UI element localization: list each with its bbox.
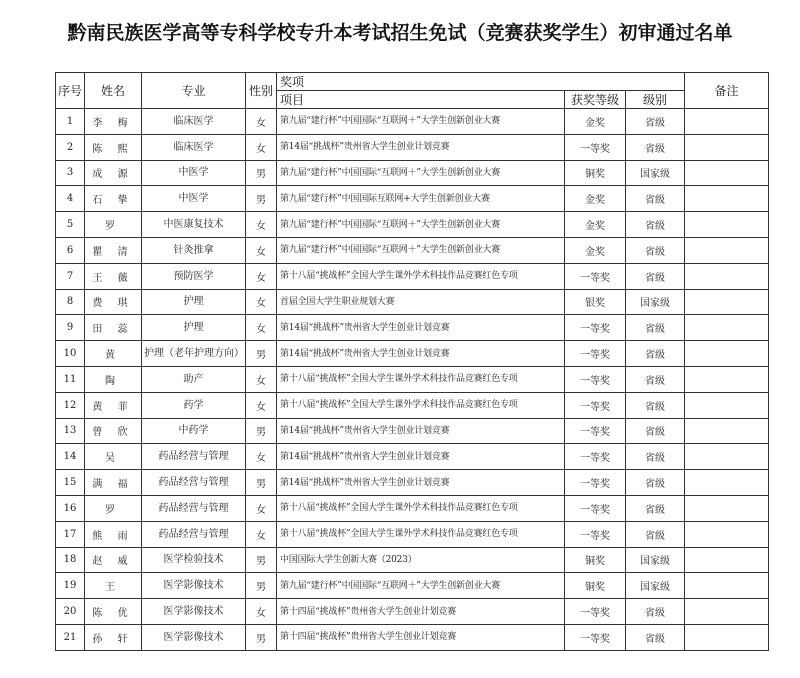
gender-cell: 女 (246, 109, 277, 135)
award-name-cell: 第九届“建行杯”中国国际互联网+大学生创新创业大赛 (277, 186, 565, 212)
remarks-cell (685, 573, 769, 599)
award-name-cell: 第十四届“挑战杯”贵州省大学生创业计划竞赛 (277, 599, 565, 625)
name-cell: 石 挚 (85, 186, 142, 212)
award-level-cell: 一等奖 (565, 418, 626, 444)
gender-cell: 男 (246, 573, 277, 599)
major-cell: 护理（老年护理方向） (142, 341, 246, 367)
remarks-cell (685, 315, 769, 341)
gender-cell: 女 (246, 521, 277, 547)
index-cell: 14 (56, 444, 85, 470)
major-cell: 药品经营与管理 (142, 521, 246, 547)
index-cell: 7 (56, 263, 85, 289)
gender-cell: 女 (246, 212, 277, 238)
rank-cell: 国家级 (626, 160, 685, 186)
award-name-cell: 第九届“建行杯”中国国际“互联网＋”大学生创新创业大赛 (277, 109, 565, 135)
index-cell: 12 (56, 392, 85, 418)
remarks-cell (685, 470, 769, 496)
award-level-cell: 一等奖 (565, 134, 626, 160)
index-cell: 5 (56, 212, 85, 238)
index-cell: 10 (56, 341, 85, 367)
major-cell: 中医学 (142, 186, 246, 212)
gender-cell: 女 (246, 134, 277, 160)
gender-cell: 女 (246, 263, 277, 289)
index-cell: 16 (56, 495, 85, 521)
table-row (56, 547, 769, 573)
award-level-cell: 一等奖 (565, 263, 626, 289)
gender-cell: 男 (246, 418, 277, 444)
remarks-cell (685, 599, 769, 625)
award-level-cell: 铜奖 (565, 160, 626, 186)
major-cell: 医学检验技术 (142, 547, 246, 573)
rank-cell: 省级 (626, 392, 685, 418)
major-cell: 护理 (142, 289, 246, 315)
gender-cell: 女 (246, 366, 277, 392)
remarks-cell (685, 392, 769, 418)
index-cell: 15 (56, 470, 85, 496)
award-name-cell: 第十八届“挑战杯”全国大学生课外学术科技作品竞赛红色专项 (277, 521, 565, 547)
award-level-cell: 一等奖 (565, 495, 626, 521)
gender-cell: 男 (246, 160, 277, 186)
gender-cell: 女 (246, 289, 277, 315)
name-cell: 田 蕊 (85, 315, 142, 341)
gender-cell: 男 (246, 341, 277, 367)
index-cell: 11 (56, 366, 85, 392)
major-cell: 药品经营与管理 (142, 495, 246, 521)
major-cell: 药品经营与管理 (142, 470, 246, 496)
remarks-cell (685, 521, 769, 547)
award-name-cell: 第14届“挑战杯”贵州省大学生创业计划竞赛 (277, 134, 565, 160)
major-cell: 护理 (142, 315, 246, 341)
rank-cell: 省级 (626, 134, 685, 160)
index-cell: 19 (56, 573, 85, 599)
table-row (56, 289, 769, 315)
name-cell: 费 琪 (85, 289, 142, 315)
award-level-cell: 银奖 (565, 289, 626, 315)
remarks-cell (685, 444, 769, 470)
award-level-cell: 一等奖 (565, 624, 626, 650)
rank-cell: 省级 (626, 315, 685, 341)
major-cell: 中医康复技术 (142, 212, 246, 238)
header-remarks: 备注 (685, 73, 769, 109)
name-cell: 罗 (85, 495, 142, 521)
table-row (56, 444, 769, 470)
remarks-cell (685, 289, 769, 315)
award-level-cell: 一等奖 (565, 470, 626, 496)
remarks-cell (685, 366, 769, 392)
table-row (56, 599, 769, 625)
table-row (56, 212, 769, 238)
award-name-cell: 第九届“建行杯”中国国际“互联网＋”大学生创新创业大赛 (277, 160, 565, 186)
name-cell: 李 梅 (85, 109, 142, 135)
remarks-cell (685, 547, 769, 573)
index-cell: 13 (56, 418, 85, 444)
name-cell: 吴 (85, 444, 142, 470)
table-row (56, 366, 769, 392)
major-cell: 中药学 (142, 418, 246, 444)
name-cell: 孙 轩 (85, 624, 142, 650)
table-row (56, 521, 769, 547)
table-row (56, 418, 769, 444)
award-name-cell: 首届全国大学生职业规划大赛 (277, 289, 565, 315)
award-name-cell: 第14届“挑战杯”贵州省大学生创业计划竞赛 (277, 444, 565, 470)
rank-cell: 省级 (626, 521, 685, 547)
remarks-cell (685, 495, 769, 521)
roster-table (55, 72, 769, 651)
name-cell: 王 (85, 573, 142, 599)
index-cell: 2 (56, 134, 85, 160)
gender-cell: 男 (246, 470, 277, 496)
award-name-cell: 第14届“挑战杯”贵州省大学生创业计划竞赛 (277, 315, 565, 341)
major-cell: 药品经营与管理 (142, 444, 246, 470)
name-cell: 王 薇 (85, 263, 142, 289)
major-cell: 中医学 (142, 160, 246, 186)
award-level-cell: 一等奖 (565, 366, 626, 392)
table-row (56, 315, 769, 341)
rank-cell: 国家级 (626, 573, 685, 599)
gender-cell: 女 (246, 444, 277, 470)
remarks-cell (685, 237, 769, 263)
name-cell: 陶 (85, 366, 142, 392)
name-cell: 黄 (85, 341, 142, 367)
name-cell: 陈 熙 (85, 134, 142, 160)
award-name-cell: 中国国际大学生创新大赛（2023） (277, 547, 565, 573)
gender-cell: 女 (246, 599, 277, 625)
header-project: 项目 (277, 91, 565, 109)
index-cell: 1 (56, 109, 85, 135)
header-name: 姓名 (85, 73, 142, 109)
index-cell: 20 (56, 599, 85, 625)
award-name-cell: 第十八届“挑战杯”全国大学生课外学术科技作品竞赛红色专项 (277, 392, 565, 418)
header-award-level: 获奖等级 (565, 91, 626, 109)
name-cell: 赵 威 (85, 547, 142, 573)
award-name-cell: 第14届“挑战杯”贵州省大学生创业计划竞赛 (277, 418, 565, 444)
award-level-cell: 一等奖 (565, 315, 626, 341)
index-cell: 6 (56, 237, 85, 263)
award-name-cell: 第14届“挑战杯”贵州省大学生创业计划竞赛 (277, 470, 565, 496)
award-name-cell: 第十四届“挑战杯”贵州省大学生创业计划竞赛 (277, 624, 565, 650)
remarks-cell (685, 109, 769, 135)
table-row (56, 341, 769, 367)
remarks-cell (685, 212, 769, 238)
major-cell: 预防医学 (142, 263, 246, 289)
remarks-cell (685, 160, 769, 186)
rank-cell: 省级 (626, 599, 685, 625)
header-gender: 性别 (246, 73, 277, 109)
rank-cell: 省级 (626, 212, 685, 238)
rank-cell: 省级 (626, 366, 685, 392)
award-level-cell: 一等奖 (565, 392, 626, 418)
index-cell: 3 (56, 160, 85, 186)
rank-cell: 省级 (626, 263, 685, 289)
index-cell: 4 (56, 186, 85, 212)
table-row (56, 573, 769, 599)
award-name-cell: 第十八届“挑战杯”全国大学生课外学术科技作品竞赛红色专项 (277, 366, 565, 392)
name-cell: 成 源 (85, 160, 142, 186)
award-level-cell: 金奖 (565, 212, 626, 238)
remarks-cell (685, 418, 769, 444)
name-cell: 陈 优 (85, 599, 142, 625)
table-row (56, 186, 769, 212)
award-name-cell: 第九届“建行杯”中国国际“互联网＋”大学生创新创业大赛 (277, 212, 565, 238)
award-level-cell: 金奖 (565, 186, 626, 212)
name-cell: 满 福 (85, 470, 142, 496)
name-cell: 黄 菲 (85, 392, 142, 418)
index-cell: 18 (56, 547, 85, 573)
table-row (56, 237, 769, 263)
gender-cell: 男 (246, 186, 277, 212)
roster-body (56, 109, 769, 651)
major-cell: 医学影像技术 (142, 573, 246, 599)
remarks-cell (685, 186, 769, 212)
table-row (56, 470, 769, 496)
award-name-cell: 第14届“挑战杯”贵州省大学生创业计划竞赛 (277, 341, 565, 367)
header-major: 专业 (142, 73, 246, 109)
award-level-cell: 铜奖 (565, 573, 626, 599)
document-title: 黔南民族医学高等专科学校专升本考试招生免试（竞赛获奖学生）初审通过名单 (67, 22, 733, 44)
remarks-cell (685, 624, 769, 650)
remarks-cell (685, 134, 769, 160)
rank-cell: 省级 (626, 186, 685, 212)
table-row (56, 109, 769, 135)
index-cell: 17 (56, 521, 85, 547)
rank-cell: 省级 (626, 444, 685, 470)
major-cell: 临床医学 (142, 134, 246, 160)
major-cell: 临床医学 (142, 109, 246, 135)
name-cell: 瞿 清 (85, 237, 142, 263)
gender-cell: 女 (246, 315, 277, 341)
rank-cell: 省级 (626, 495, 685, 521)
award-level-cell: 铜奖 (565, 547, 626, 573)
award-level-cell: 一等奖 (565, 444, 626, 470)
gender-cell: 女 (246, 392, 277, 418)
award-level-cell: 一等奖 (565, 599, 626, 625)
index-cell: 9 (56, 315, 85, 341)
rank-cell: 省级 (626, 109, 685, 135)
rank-cell: 省级 (626, 341, 685, 367)
index-cell: 21 (56, 624, 85, 650)
table-row (56, 495, 769, 521)
rank-cell: 省级 (626, 624, 685, 650)
gender-cell: 女 (246, 495, 277, 521)
rank-cell: 省级 (626, 470, 685, 496)
table-row (56, 263, 769, 289)
table-row (56, 624, 769, 650)
index-cell: 8 (56, 289, 85, 315)
header-award-group: 奖项 (277, 73, 685, 91)
gender-cell: 女 (246, 237, 277, 263)
remarks-cell (685, 341, 769, 367)
major-cell: 医学影像技术 (142, 599, 246, 625)
award-level-cell: 金奖 (565, 109, 626, 135)
name-cell: 罗 (85, 212, 142, 238)
rank-cell: 省级 (626, 237, 685, 263)
major-cell: 针灸推拿 (142, 237, 246, 263)
award-name-cell: 第九届“建行杯”中国国际“互联网＋”大学生创新创业大赛 (277, 237, 565, 263)
award-level-cell: 金奖 (565, 237, 626, 263)
major-cell: 医学影像技术 (142, 624, 246, 650)
rank-cell: 省级 (626, 418, 685, 444)
remarks-cell (685, 263, 769, 289)
award-name-cell: 第九届“建行杯”中国国际“互联网＋”大学生创新创业大赛 (277, 573, 565, 599)
name-cell: 熊 雨 (85, 521, 142, 547)
gender-cell: 男 (246, 547, 277, 573)
header-rank: 级别 (626, 91, 685, 109)
major-cell: 药学 (142, 392, 246, 418)
award-level-cell: 一等奖 (565, 341, 626, 367)
major-cell: 助产 (142, 366, 246, 392)
table-row (56, 160, 769, 186)
award-name-cell: 第十八届“挑战杯”全国大学生课外学术科技作品竞赛红色专项 (277, 495, 565, 521)
rank-cell: 国家级 (626, 547, 685, 573)
rank-cell: 国家级 (626, 289, 685, 315)
header-index: 序号 (56, 73, 85, 109)
gender-cell: 男 (246, 624, 277, 650)
award-name-cell: 第十八届“挑战杯”全国大学生课外学术科技作品竞赛红色专项 (277, 263, 565, 289)
table-row (56, 392, 769, 418)
table-row (56, 134, 769, 160)
award-level-cell: 一等奖 (565, 521, 626, 547)
name-cell: 曾 欣 (85, 418, 142, 444)
